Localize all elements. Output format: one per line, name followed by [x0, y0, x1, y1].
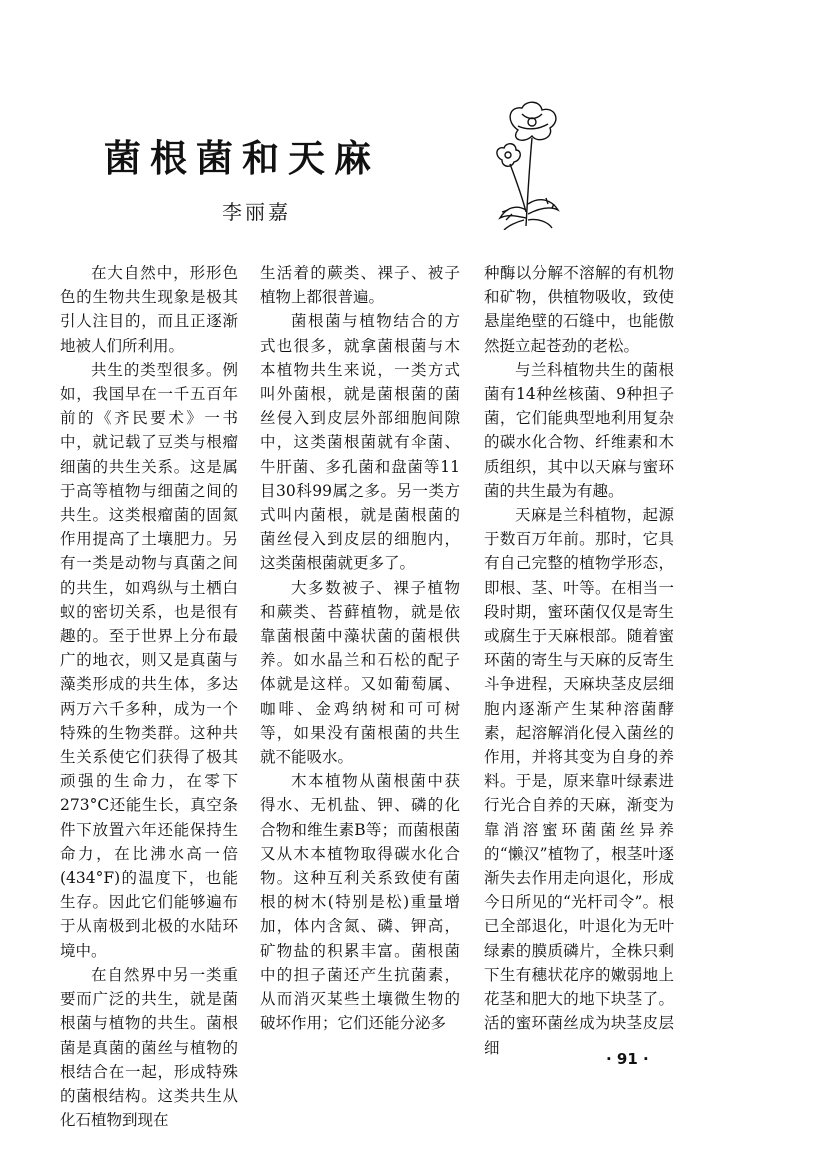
paragraph: 天麻是兰科植物，起源于数百万年前。那时，它具有自己完整的植物学形态，即根、茎、叶等。在相当一段时期，蜜环菌仅仅是寄生或腐生于天麻根部。随着蜜环菌的寄生与天麻的反寄生斗争进程，天麻块茎皮层细胞内逐渐产生某种溶菌酵素，起溶解消化侵入菌丝的作用，并将其变为自身的养料。于是，原来靠叶绿素进行光合自养的天麻，渐变为靠消溶蜜环菌菌丝异养的“懒汉”植物了，根茎叶逐渐失去作用走向退化，形成今日所见的“光杆司令”。根已全部退化，叶退化为无叶绿素的膜质磷片，全株只剩下生有穗状花序的嫩弱地上花茎和肥大的地下块茎了。活的蜜环菌丝成为块茎皮层细 [484, 506, 674, 1057]
flower-illustration [488, 100, 584, 230]
paragraph: 种酶以分解不溶解的有机物和矿物，供植物吸收，致使悬崖绝壁的石缝中，也能傲然挺立起苍劲的老松。 [484, 264, 674, 355]
paragraph: 大多数被子、裸子植物和蕨类、苔藓植物，就是依靠菌根菌中藻状菌的菌根供养。如水晶兰和石松的配子体就是这样。又如葡萄属、咖啡、金鸡纳树和可可树等，如果没有菌根菌的共生就不能吸水。 [260, 578, 460, 767]
article-column-3 [484, 261, 674, 1060]
paragraph: 生活着的蕨类、裸子、被子植物上都很普遍。 [260, 264, 460, 307]
paragraph: 木本植物从菌根菌中获得水、无机盐、钾、磷的化合物和维生素B等；而菌根菌又从木本植物取得碳水化合物。这种互利关系致使有菌根的树木(特别是松)重量增加，体内含氮、磷、钾高，矿物盐的积累丰富。菌根菌中的担子菌还产生抗菌素，从而消灭某些土壤微生物的破坏作用；它们还能分泌多 [260, 772, 460, 1033]
paragraph: 在大自然中，形形色色的生物共生现象是极其引人注目的，而且正逐渐地被人们所利用。 [60, 264, 238, 355]
paragraph: 在自然界中另一类重要而广泛的共生，就是菌根菌与植物的共生。菌根菌是真菌的菌丝与植物的根结合在一起，形成特殊的菌根结构。这类共生从化石植物到现在 [60, 965, 238, 1130]
article-column-1 [60, 261, 238, 1132]
page-number: · 91 · [606, 1050, 649, 1068]
article-author: 李丽嘉 [222, 200, 291, 224]
article-title: 菌根菌和天麻 [104, 137, 380, 180]
article-column-2 [260, 261, 460, 1036]
paragraph: 与兰科植物共生的菌根菌有14种丝核菌、9种担子菌，它们能典型地利用复杂的碳水化合物、纤维素和木质组织，其中以天麻与蜜环菌的共生最为有趣。 [484, 360, 674, 500]
paragraph: 菌根菌与植物结合的方式也很多，就拿菌根菌与木本植物共生来说，一类方式叫外菌根，就是菌根菌的菌丝侵入到皮层外部细胞间隙中，这类菌根菌就有伞菌、牛肝菌、多孔菌和盘菌等11目30科99属之多。另一类方式叫内菌根，就是菌根菌的菌丝侵入到皮层的细胞内，这类菌根菌就更多了。 [260, 312, 460, 573]
paragraph: 共生的类型很多。例如，我国早在一千五百年前的《齐民要术》一书中，就记载了豆类与根瘤细菌的共生关系。这是属于高等植物与细菌之间的共生。这类根瘤菌的固氮作用提高了土壤肥力。另有一类是动物与真菌之间的共生，如鸡纵与土栖白蚁的密切关系，也是很有趣的。至于世界上分布最广的地衣，则又是真菌与藻类形成的共生体，多达两万六千多种，成为一个特殊的生物类群。这种共生关系使它们获得了极其顽强的生命力，在零下273°C还能生长，真空条件下放置六年还能保持生命力，在比沸水高一倍(434°F)的温度下，也能生存。因此它们能够遍布于从南极到北极的水陆环境中。 [60, 360, 238, 960]
